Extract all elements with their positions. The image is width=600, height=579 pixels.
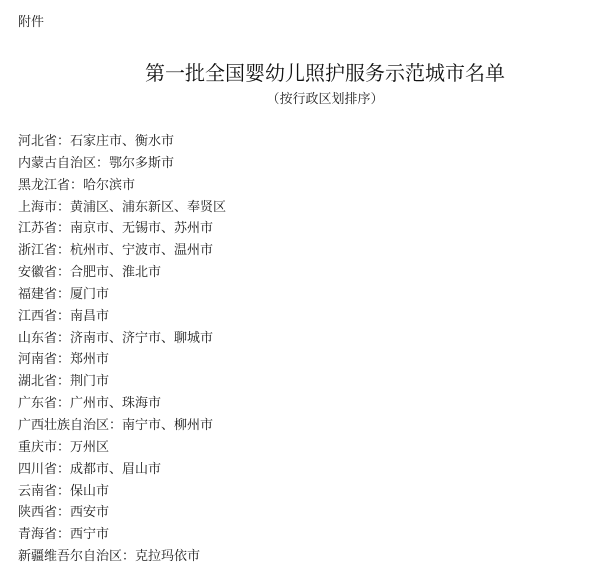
list-item: 广西壮族自治区：南宁市、柳州市 — [18, 417, 214, 433]
list-item: 上海市：黄浦区、浦东新区、奉贤区 — [18, 199, 227, 215]
list-item: 陕西省：西安市 — [18, 505, 110, 521]
list-item: 河北省：石家庄市、衡水市 — [18, 134, 175, 149]
page-title: 第一批全国婴幼儿照护服务示范城市名单 — [145, 61, 505, 85]
list-item: 广东省：广州市、珠海市 — [18, 396, 162, 412]
page-subtitle: （按行政区划排序） — [266, 92, 384, 107]
list-item: 四川省：成都市、眉山市 — [18, 461, 162, 477]
list-item: 云南省：保山市 — [18, 483, 110, 499]
list-item: 青海省：西宁市 — [18, 527, 110, 543]
list-item: 江苏省：南京市、无锡市、苏州市 — [18, 221, 214, 237]
list-item: 河南省：郑州市 — [18, 352, 110, 368]
city-list — [18, 131, 226, 568]
list-item: 福建省：厦门市 — [18, 286, 110, 302]
list-item: 黑龙江省：哈尔滨市 — [18, 177, 136, 193]
list-item: 湖北省：荆门市 — [18, 374, 110, 390]
attachment-label: 附件 — [18, 15, 45, 30]
list-item: 新疆维吾尔自治区：克拉玛依市 — [18, 549, 201, 565]
list-item: 安徽省：合肥市、淮北市 — [18, 265, 162, 281]
list-item: 内蒙古自治区：鄂尔多斯市 — [18, 155, 175, 171]
list-item: 重庆市：万州区 — [18, 439, 110, 455]
list-item: 江西省：南昌市 — [18, 308, 110, 324]
list-item: 浙江省：杭州市、宁波市、温州市 — [18, 243, 214, 259]
list-item: 山东省：济南市、济宁市、聊城市 — [18, 330, 214, 346]
